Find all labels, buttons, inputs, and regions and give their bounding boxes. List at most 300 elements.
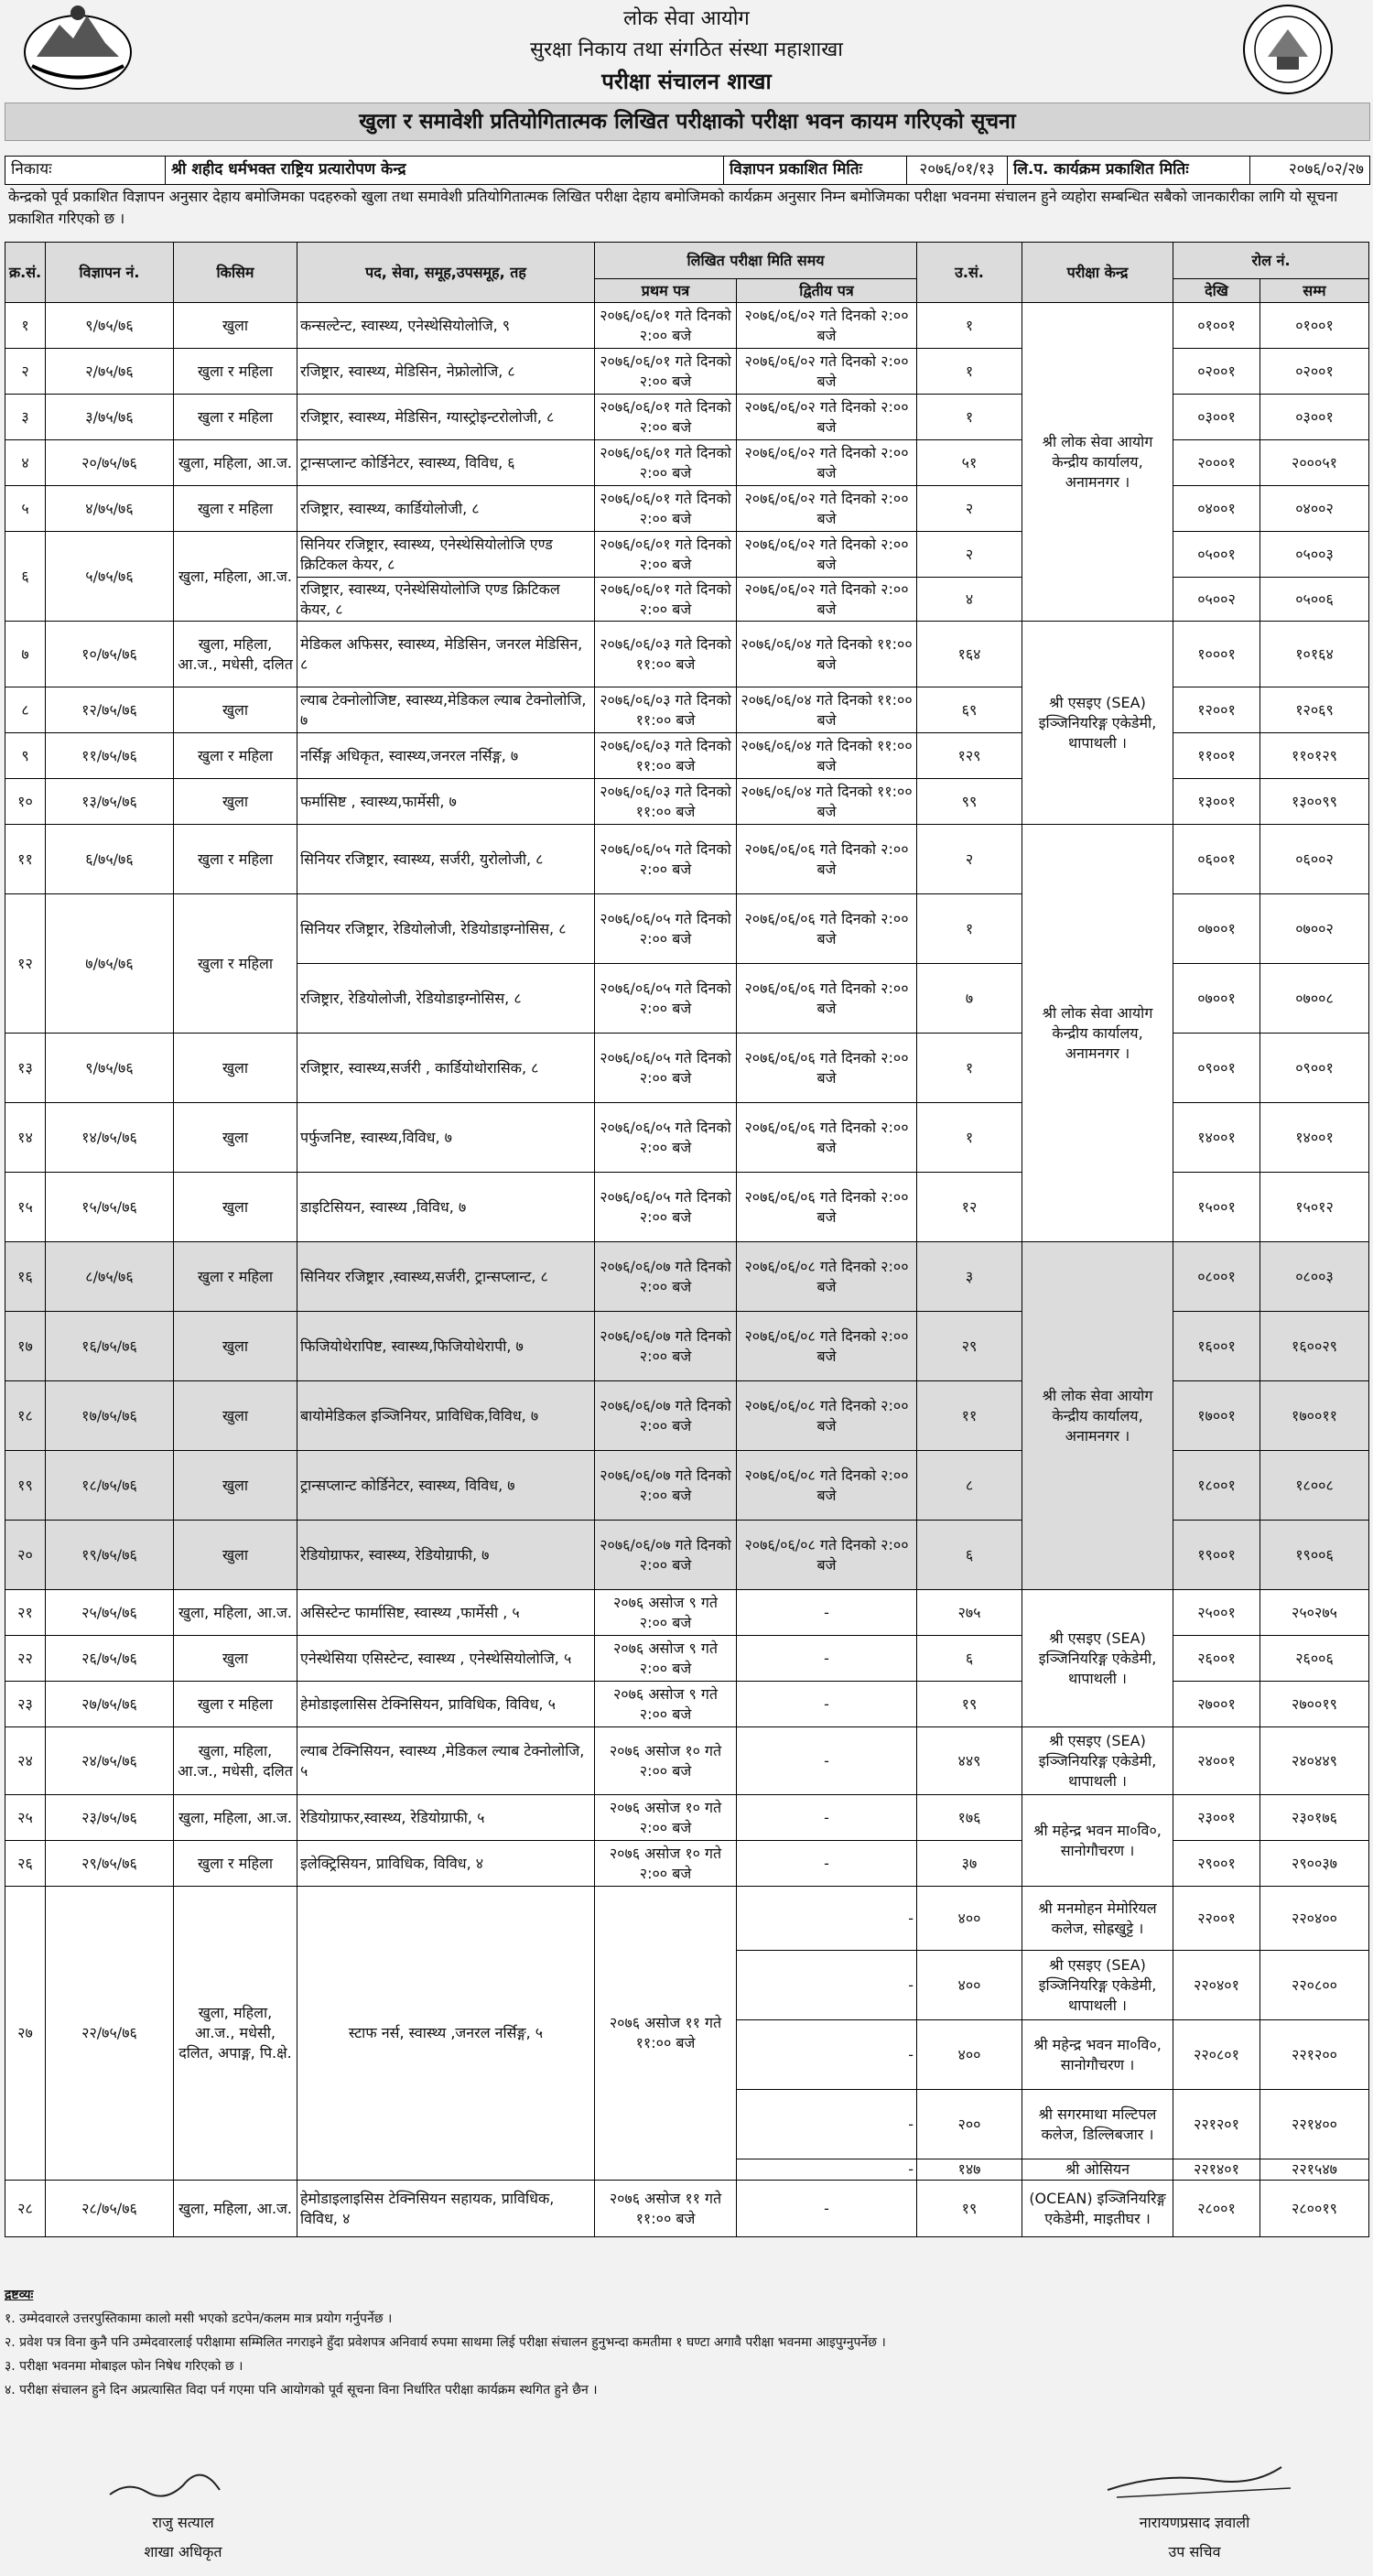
cell-paper2: २०७६/०६/०४ गते दिनको ११:०० बजे [737, 779, 917, 825]
cell-post: डाइटिसियन, स्वास्थ्य ,विविध, ७ [297, 1173, 595, 1242]
signature-scribble-left [92, 2453, 275, 2508]
cell-sn: ३ [5, 395, 46, 440]
cell-type: खुला र महिला [174, 486, 297, 532]
cell-count: १ [917, 1034, 1022, 1103]
cell-post: सिनियर रजिष्ट्रार, स्वास्थ्य, सर्जरी, युरोलोजी, ८ [297, 825, 595, 894]
cell-roll-from: १५००१ [1173, 1173, 1260, 1242]
cell-roll-to: २२०८०० [1260, 1951, 1369, 2020]
cell-count: १४७ [917, 2159, 1022, 2181]
note-1: १. उम्मेदवारले उत्तरपुस्तिकामा कालो मसी भएको डटपेन/कलम मात्र प्रयोग गर्नुपर्नेछ । [5, 2311, 393, 2326]
cell-count: ६ [917, 1636, 1022, 1682]
cell-centre: श्री महेन्द्र भवन मा०वि०, सानोगौचरण । [1022, 2020, 1173, 2090]
cell-post: इलेक्ट्रिसियन, प्राविधिक, विविध, ४ [297, 1841, 595, 1887]
cell-roll-to: १६००२९ [1260, 1312, 1369, 1381]
cell-count: ४०० [917, 1887, 1022, 1951]
adv-date-value: २०७६/०१/१३ [907, 157, 1008, 184]
cell-roll-from: २२१४०१ [1173, 2159, 1260, 2181]
cell-type: खुला [174, 1103, 297, 1173]
cell-roll-from: २७००१ [1173, 1682, 1260, 1727]
cell-paper1: २०७६/०६/०३ गते दिनको ११:०० बजे [595, 687, 737, 733]
cell-paper2: २०७६/०६/०८ गते दिनको २:०० बजे [737, 1381, 917, 1451]
signature-right [1080, 2453, 1309, 2561]
intro-paragraph: केन्द्रको पूर्व प्रकाशित विज्ञापन अनुसार देहाय बमोजिमका पदहरुको खुला तथा समावेशी प्रतियोगितात्मक लिखित परीक्षा देहाय बमोजिमको कार्यक्रम अनुसार निम्न बमोजिमका परीक्षा भवनमा संचालन हुने व्यहोरा सम्बन्धित सबैको जानकारीका लागि यो सूचना प्रकाशित गरिएको छ । [8, 188, 1338, 227]
cell-paper2: - [737, 1887, 917, 1951]
cell-adv: १०/७५/७६ [46, 622, 174, 687]
cell-type: खुला [174, 1521, 297, 1590]
cell-sn: १ [5, 303, 46, 349]
cell-roll-to: ०६००२ [1260, 825, 1369, 894]
signer-left-title: शाखा अधिकृत [144, 2543, 222, 2560]
exam-schedule-table [5, 242, 1369, 2237]
cell-paper2: २०७६/०६/०२ गते दिनको २:०० बजे [737, 395, 917, 440]
cell-paper1: २०७६ असोज ९ गते २:०० बजे [595, 1682, 737, 1727]
cell-count: ३७ [917, 1841, 1022, 1887]
col-paper1: प्रथम पत्र [595, 279, 737, 303]
cell-adv: १७/७५/७६ [46, 1381, 174, 1451]
cell-paper2: - [737, 1727, 917, 1795]
cell-roll-from: १८००१ [1173, 1451, 1260, 1521]
cell-roll-to: ०८००३ [1260, 1242, 1369, 1312]
cell-adv: १६/७५/७६ [46, 1312, 174, 1381]
cell-post: रेडियोग्राफर,स्वास्थ्य, रेडियोग्राफी, ५ [297, 1795, 595, 1841]
cell-sn: १३ [5, 1034, 46, 1103]
cell-roll-from: ०१००१ [1173, 303, 1260, 349]
table-row [5, 1727, 1369, 1795]
cell-paper2: २०७६/०६/०६ गते दिनको २:०० बजे [737, 825, 917, 894]
cell-paper1: २०७६ असोज १० गते २:०० बजे [595, 1795, 737, 1841]
cell-count: ४४९ [917, 1727, 1022, 1795]
cell-roll-to: ११०१२९ [1260, 733, 1369, 779]
cell-count: ५१ [917, 440, 1022, 486]
cell-type: खुला [174, 1034, 297, 1103]
cell-adv: २४/७५/७६ [46, 1727, 174, 1795]
cell-post: रजिष्ट्रार, रेडियोलोजी, रेडियोडाइग्नोसिस, ८ [297, 964, 595, 1034]
cell-post: सिनियर रजिष्ट्रार, स्वास्थ्य, एनेस्थेसियोलोजि एण्ड क्रिटिकल केयर, ८ [297, 532, 595, 578]
notes-heading: द्रष्टव्यः [5, 2288, 34, 2302]
cell-adv: २/७५/७६ [46, 349, 174, 395]
cell-roll-from: १७००१ [1173, 1381, 1260, 1451]
cell-sn: ६ [5, 532, 46, 622]
cell-sn: २२ [5, 1636, 46, 1682]
cell-paper2: - [737, 2159, 917, 2181]
cell-paper1: २०७६ असोज १० गते २:०० बजे [595, 1727, 737, 1795]
cell-roll-from: ०४००१ [1173, 486, 1260, 532]
table-row [5, 1242, 1369, 1312]
cell-count: ६ [917, 1521, 1022, 1590]
cell-roll-from: १२००१ [1173, 687, 1260, 733]
cell-count: ४०० [917, 1951, 1022, 2020]
cell-adv: १३/७५/७६ [46, 779, 174, 825]
cell-roll-to: २६००६ [1260, 1636, 1369, 1682]
cell-sn: २४ [5, 1727, 46, 1795]
table-row [5, 825, 1369, 894]
col-to: सम्म [1260, 279, 1369, 303]
cell-roll-to: २५०२७५ [1260, 1590, 1369, 1636]
cell-roll-from: २०००१ [1173, 440, 1260, 486]
cell-post: मेडिकल अफिसर, स्वास्थ्य, मेडिसिन, जनरल मेडिसिन, ८ [297, 622, 595, 687]
adv-date-label: विज्ञापन प्रकाशित मितिः [724, 157, 907, 184]
note-4: ४. परीक्षा संचालन हुने दिन अप्रत्यासित विदा पर्न गएमा पनि आयोगको पूर्व सूचना विना निर्धारित परीक्षा कार्यक्रम स्थगित हुने छैन । [5, 2383, 598, 2397]
cell-roll-to: ०५००६ [1260, 578, 1369, 622]
cell-adv: २५/७५/७६ [46, 1590, 174, 1636]
cell-type: खुला [174, 1173, 297, 1242]
cell-count: २ [917, 532, 1022, 578]
cell-count: १ [917, 1103, 1022, 1173]
cell-roll-to: ०५००३ [1260, 532, 1369, 578]
cell-roll-from: ०३००१ [1173, 395, 1260, 440]
cell-post: रजिष्ट्रार, स्वास्थ्य, मेडिसिन, नेफ्रोलोजि, ८ [297, 349, 595, 395]
cell-count: ७ [917, 964, 1022, 1034]
cell-paper1: २०७६/०६/०७ गते दिनको २:०० बजे [595, 1521, 737, 1590]
table-row [5, 303, 1369, 349]
org-label: निकायः [5, 157, 166, 184]
cell-type: खुला [174, 687, 297, 733]
cell-roll-to: १८००८ [1260, 1451, 1369, 1521]
cell-count: २७५ [917, 1590, 1022, 1636]
cell-type: खुला, महिला, आ.ज., मधेसी, दलित [174, 622, 297, 687]
cell-sn: ७ [5, 622, 46, 687]
cell-roll-to: २४०४४९ [1260, 1727, 1369, 1795]
cell-post: रेडियोग्राफर, स्वास्थ्य, रेडियोग्राफी, ७ [297, 1521, 595, 1590]
cell-roll-to: २९००३७ [1260, 1841, 1369, 1887]
cell-roll-from: ०६००१ [1173, 825, 1260, 894]
cell-roll-from: १०००१ [1173, 622, 1260, 687]
cell-post: कन्सल्टेन्ट, स्वास्थ्य, एनेस्थेसियोलोजि, ९ [297, 303, 595, 349]
cell-centre: श्री लोक सेवा आयोग केन्द्रीय कार्यालय, अनामनगर । [1022, 303, 1173, 622]
col-paper2: द्वितीय पत्र [737, 279, 917, 303]
cell-count: १ [917, 894, 1022, 964]
signature-scribble-right [1080, 2453, 1309, 2508]
cell-centre: श्री लोक सेवा आयोग केन्द्रीय कार्यालय, अनामनगर । [1022, 825, 1173, 1242]
cell-type: खुला [174, 1381, 297, 1451]
sched-date-value: २०७६/०२/२७ [1288, 160, 1364, 179]
cell-roll-from: १६००१ [1173, 1312, 1260, 1381]
cell-type: खुला र महिला [174, 1682, 297, 1727]
cell-paper2: २०७६/०६/०४ गते दिनको ११:०० बजे [737, 687, 917, 733]
cell-paper1: २०७६/०६/०७ गते दिनको २:०० बजे [595, 1242, 737, 1312]
cell-paper1: २०७६/०६/०१ गते दिनको २:०० बजे [595, 486, 737, 532]
cell-paper2: - [737, 2020, 917, 2090]
cell-type: खुला [174, 1636, 297, 1682]
psc-seal-icon [1240, 2, 1336, 98]
cell-roll-from: २२०४०१ [1173, 1951, 1260, 2020]
cell-roll-from: ०२००१ [1173, 349, 1260, 395]
cell-roll-to: १४००१ [1260, 1103, 1369, 1173]
cell-sn: १४ [5, 1103, 46, 1173]
cell-adv: ९/७५/७६ [46, 303, 174, 349]
cell-paper1: २०७६/०६/०५ गते दिनको २:०० बजे [595, 1034, 737, 1103]
cell-paper2: २०७६/०६/०२ गते दिनको २:०० बजे [737, 349, 917, 395]
cell-paper2: - [737, 1636, 917, 1682]
cell-roll-to: ०३००१ [1260, 395, 1369, 440]
cell-paper2: - [737, 1841, 917, 1887]
cell-sn: १९ [5, 1451, 46, 1521]
cell-type: खुला, महिला, आ.ज. [174, 532, 297, 622]
cell-centre: श्री एसइए (SEA) इञ्जिनियरिङ्ग एकेडेमी, थापाथली । [1022, 622, 1173, 825]
cell-roll-to: १२०६९ [1260, 687, 1369, 733]
cell-type: खुला [174, 303, 297, 349]
cell-post: रजिष्ट्रार, स्वास्थ्य, कार्डियोलोजी, ८ [297, 486, 595, 532]
cell-paper1: २०७६/०६/०१ गते दिनको २:०० बजे [595, 349, 737, 395]
cell-sn: २७ [5, 1887, 46, 2181]
cell-roll-from: १३००१ [1173, 779, 1260, 825]
cell-paper1: २०७६/०६/०५ गते दिनको २:०० बजे [595, 1103, 737, 1173]
col-type: किसिम [174, 243, 297, 303]
cell-type: खुला [174, 779, 297, 825]
cell-post: रजिष्ट्रार, स्वास्थ्य, एनेस्थेसियोलोजि एण्ड क्रिटिकल केयर, ८ [297, 578, 595, 622]
cell-count: २९ [917, 1312, 1022, 1381]
cell-roll-to: २७००१९ [1260, 1682, 1369, 1727]
cell-adv: २२/७५/७६ [46, 1887, 174, 2181]
cell-roll-to: ०७००८ [1260, 964, 1369, 1034]
cell-sn: १८ [5, 1381, 46, 1451]
cell-post: पर्फुजनिष्ट, स्वास्थ्य,विविध, ७ [297, 1103, 595, 1173]
cell-sn: ५ [5, 486, 46, 532]
cell-adv: ६/७५/७६ [46, 825, 174, 894]
cell-paper1: २०७६/०६/०७ गते दिनको २:०० बजे [595, 1312, 737, 1381]
cell-paper1: २०७६/०६/०५ गते दिनको २:०० बजे [595, 825, 737, 894]
cell-sn: १६ [5, 1242, 46, 1312]
cell-roll-from: २२१२०१ [1173, 2090, 1260, 2159]
cell-roll-to: २२१५४७ [1260, 2159, 1369, 2181]
cell-count: ९९ [917, 779, 1022, 825]
cell-centre: श्री महेन्द्र भवन मा०वि०, सानोगौचरण । [1022, 1795, 1173, 1887]
cell-post: रजिष्ट्रार, स्वास्थ्य, मेडिसिन, ग्यास्ट्रोइन्टरोलोजी, ८ [297, 395, 595, 440]
cell-adv: ४/७५/७६ [46, 486, 174, 532]
cell-paper1: २०७६/०६/०७ गते दिनको २:०० बजे [595, 1451, 737, 1521]
org-value: श्री शहीद धर्मभक्त राष्ट्रिय प्रत्यारोपण केन्द्र [166, 157, 724, 184]
cell-roll-to: १७००११ [1260, 1381, 1369, 1451]
sched-date-label: लि.प. कार्यक्रम प्रकाशित मितिः [1008, 157, 1250, 184]
cell-roll-to: ०१००१ [1260, 303, 1369, 349]
cell-paper1: २०७६/०६/०३ गते दिनको ११:०० बजे [595, 733, 737, 779]
cell-type: खुला [174, 1451, 297, 1521]
cell-roll-from: ११००१ [1173, 733, 1260, 779]
cell-sn: ८ [5, 687, 46, 733]
cell-paper2: २०७६/०६/०२ गते दिनको २:०० बजे [737, 578, 917, 622]
cell-post: ल्याब टेक्निसियन, स्वास्थ्य ,मेडिकल ल्याब टेक्नोलोजि, ५ [297, 1727, 595, 1795]
cell-sn: १७ [5, 1312, 46, 1381]
cell-roll-to: ०७००२ [1260, 894, 1369, 964]
cell-paper1: २०७६/०६/०५ गते दिनको २:०० बजे [595, 964, 737, 1034]
cell-roll-to: ०४००२ [1260, 486, 1369, 532]
cell-paper1: २०७६/०६/०१ गते दिनको २:०० बजे [595, 532, 737, 578]
cell-paper1: २०७६/०६/०३ गते दिनको ११:०० बजे [595, 779, 737, 825]
cell-roll-from: २६००१ [1173, 1636, 1260, 1682]
cell-centre: श्री सगरमाथा मल्टिपल कलेज, डिल्लिबजार । [1022, 2090, 1173, 2159]
cell-count: ४०० [917, 2020, 1022, 2090]
cell-sn: २० [5, 1521, 46, 1590]
cell-post: ल्याब टेक्नोलोजिष्ट, स्वास्थ्य,मेडिकल ल्याब टेक्नोलोजि, ७ [297, 687, 595, 733]
cell-sn: १० [5, 779, 46, 825]
cell-adv: ११/७५/७६ [46, 733, 174, 779]
cell-count: १२९ [917, 733, 1022, 779]
notice-title: खुला र समावेशी प्रतियोगितात्मक लिखित परीक्षाको परीक्षा भवन कायम गरिएको सूचना [5, 103, 1370, 141]
cell-sn: ९ [5, 733, 46, 779]
cell-count: २ [917, 825, 1022, 894]
cell-count: ६९ [917, 687, 1022, 733]
cell-roll-from: ०७००१ [1173, 964, 1260, 1034]
cell-type: खुला र महिला [174, 395, 297, 440]
cell-paper2: २०७६/०६/०२ गते दिनको २:०० बजे [737, 303, 917, 349]
cell-type: खुला र महिला [174, 1242, 297, 1312]
signature-left [92, 2453, 275, 2561]
cell-roll-from: १९००१ [1173, 1521, 1260, 1590]
cell-type: खुला, महिला, आ.ज., मधेसी, दलित [174, 1727, 297, 1795]
cell-count: ११ [917, 1381, 1022, 1451]
cell-to: २८००१९ [1260, 2181, 1369, 2237]
cell-sn: ११ [5, 825, 46, 894]
cell-type: खुला र महिला [174, 349, 297, 395]
cell-paper1: २०७६/०६/०१ गते दिनको २:०० बजे [595, 440, 737, 486]
signer-left-name: राजु सत्याल [152, 2514, 214, 2531]
cell-centre: श्री एसइए (SEA) इञ्जिनियरिङ्ग एकेडेमी, थापाथली । [1022, 1727, 1173, 1795]
cell-paper2: २०७६/०६/०६ गते दिनको २:०० बजे [737, 894, 917, 964]
cell-paper2: - [737, 1795, 917, 1841]
cell-count: १७६ [917, 1795, 1022, 1841]
cell-count: २०० [917, 2090, 1022, 2159]
cell-centre: श्री एसइए (SEA) इञ्जिनियरिङ्ग एकेडेमी, थापाथली । [1022, 1590, 1173, 1727]
cell-roll-from: ०९००१ [1173, 1034, 1260, 1103]
cell-type: खुला र महिला [174, 733, 297, 779]
cell-paper1: २०७६ असोज ११ गते ११:०० बजे [595, 1887, 737, 2181]
cell-sn: २१ [5, 1590, 46, 1636]
col-post: पद, सेवा, समूह,उपसमूह, तह [297, 243, 595, 303]
cell-paper2: - [737, 1682, 917, 1727]
cell-adv: १२/७५/७६ [46, 687, 174, 733]
cell-post: असिस्टेन्ट फार्मासिष्ट, स्वास्थ्य ,फार्मेसी , ५ [297, 1590, 595, 1636]
cell-paper2: - [737, 2090, 917, 2159]
cell-count: ४ [917, 578, 1022, 622]
cell-type: खुला र महिला [174, 894, 297, 1034]
cell-adv: ५/७५/७६ [46, 532, 174, 622]
cell-adv: १५/७५/७६ [46, 1173, 174, 1242]
cell-roll-from: २३००१ [1173, 1795, 1260, 1841]
cell-roll-to: २३०१७६ [1260, 1795, 1369, 1841]
cell-roll-from: १४००१ [1173, 1103, 1260, 1173]
cell-paper2: २०७६/०६/०८ गते दिनको २:०० बजे [737, 1451, 917, 1521]
cell-paper2: २०७६/०६/०८ गते दिनको २:०० बजे [737, 1521, 917, 1590]
cell-post: फर्मासिष्ट , स्वास्थ्य,फार्मेसी, ७ [297, 779, 595, 825]
cell-p1: २०७६ असोज ११ गते ११:०० बजे [595, 2181, 737, 2237]
cell-paper2: २०७६/०६/०२ गते दिनको २:०० बजे [737, 532, 917, 578]
col-exam-date: लिखित परीक्षा मिति समय [595, 243, 917, 279]
cell-post: रजिष्ट्रार, स्वास्थ्य,सर्जरी , कार्डियोथोरासिक, ८ [297, 1034, 595, 1103]
cell-paper1: २०७६/०६/०३ गते दिनको ११:०० बजे [595, 622, 737, 687]
note-3: ३. परीक्षा भवनमा मोबाइल फोन निषेध गरिएको छ । [5, 2359, 243, 2374]
cell-roll-to: १३००९९ [1260, 779, 1369, 825]
cell-adv: ७/७५/७६ [46, 894, 174, 1034]
cell-from: २८००१ [1173, 2181, 1260, 2237]
cell-sn: २६ [5, 1841, 46, 1887]
cell-paper1: २०७६ असोज ९ गते २:०० बजे [595, 1590, 737, 1636]
cell-centre: (OCEAN) इञ्जिनियरिङ्ग एकेडेमी, माइतीघर । [1022, 2181, 1173, 2237]
cell-post: स्टाफ नर्स, स्वास्थ्य ,जनरल नर्सिङ्ग, ५ [297, 1887, 595, 2181]
cell-adv: ८/७५/७६ [46, 1242, 174, 1312]
note-2: २. प्रवेश पत्र विना कुनै पनि उम्मेदवारलाई परीक्षामा सम्मिलित नगराइने हुँदा प्रवेशपत्र अनिवार्य रुपमा साथमा लिई परीक्षा संचालन हुनुभन्दा कमतीमा १ घण्टा अगावै परीक्षा भवनमा आइपुग्नुपर्नेछ । [5, 2335, 886, 2350]
cell-count: २ [917, 486, 1022, 532]
meta-row [5, 156, 1370, 185]
cell-adv: ९/७५/७६ [46, 1034, 174, 1103]
cell-paper2: - [737, 1951, 917, 2020]
table-row [5, 1887, 1369, 1951]
cell-post: एनेस्थेसिया एसिस्टेन्ट, स्वास्थ्य , एनेस्थेसियोलोजि, ५ [297, 1636, 595, 1682]
cell-paper2: २०७६/०६/०२ गते दिनको २:०० बजे [737, 440, 917, 486]
signer-right-title: उप सचिव [1168, 2543, 1221, 2560]
cell-roll-from: २२०८०१ [1173, 2020, 1260, 2090]
cell-paper2: - [737, 1590, 917, 1636]
cell-roll-to: २२०४०० [1260, 1887, 1369, 1951]
cell-centre: श्री मनमोहन मेमोरियल कलेज, सोह्रखुट्टे । [1022, 1887, 1173, 1951]
cell-paper1: २०७६/०६/०५ गते दिनको २:०० बजे [595, 1173, 737, 1242]
cell-paper2: २०७६/०६/०८ गते दिनको २:०० बजे [737, 1242, 917, 1312]
cell-roll-from: ०८००१ [1173, 1242, 1260, 1312]
cell-adv: ३/७५/७६ [46, 395, 174, 440]
cell-paper2: २०७६/०६/०४ गते दिनको ११:०० बजे [737, 733, 917, 779]
cell-adv: २९/७५/७६ [46, 1841, 174, 1887]
cell-centre: श्री ओसियन [1022, 2159, 1173, 2181]
cell-count: १६४ [917, 622, 1022, 687]
cell-paper2: २०७६/०६/०२ गते दिनको २:०० बजे [737, 486, 917, 532]
cell-paper1: २०७६ असोज १० गते २:०० बजे [595, 1841, 737, 1887]
table-row [5, 2181, 1369, 2237]
cell-adv: १४/७५/७६ [46, 1103, 174, 1173]
notes-section [5, 2283, 1368, 2402]
cell-adv: १९/७५/७६ [46, 1521, 174, 1590]
cell-paper2: २०७६/०६/०६ गते दिनको २:०० बजे [737, 1103, 917, 1173]
table-row [5, 1590, 1369, 1636]
cell-sn: २८ [5, 2181, 46, 2237]
cell-roll-to: २२१२०० [1260, 2020, 1369, 2090]
cell-roll-to: १९००६ [1260, 1521, 1369, 1590]
cell-paper2: २०७६/०६/०६ गते दिनको २:०० बजे [737, 964, 917, 1034]
cell-p2: - [737, 2181, 917, 2237]
cell-count: ३ [917, 1242, 1022, 1312]
cell-sn: २३ [5, 1682, 46, 1727]
cell-type: खुला, महिला, आ.ज. [174, 2181, 297, 2237]
cell-roll-from: ०५००२ [1173, 578, 1260, 622]
cell-adv: २३/७५/७६ [46, 1795, 174, 1841]
cell-paper2: २०७६/०६/०८ गते दिनको २:०० बजे [737, 1312, 917, 1381]
cell-post: फिजियोथेरापिष्ट, स्वास्थ्य,फिजियोथेरापी, ७ [297, 1312, 595, 1381]
cell-adv: २८/७५/७६ [46, 2181, 174, 2237]
cell-roll-from: २२००१ [1173, 1887, 1260, 1951]
col-count: उ.सं. [917, 243, 1022, 303]
page-header [0, 0, 1373, 99]
cell-count: १२ [917, 1173, 1022, 1242]
cell-count: १ [917, 303, 1022, 349]
cell-post: ट्रान्सप्लान्ट कोर्डिनेटर, स्वास्थ्य, विविध, ७ [297, 1451, 595, 1521]
table-row [5, 622, 1369, 687]
cell-roll-to: १०१६४ [1260, 622, 1369, 687]
cell-paper2: २०७६/०६/०४ गते दिनको ११:०० बजे [737, 622, 917, 687]
header-line-3: परीक्षा संचालन शाखा [601, 69, 772, 94]
cell-sn: २ [5, 349, 46, 395]
cell-type: खुला, महिला, आ.ज. [174, 1590, 297, 1636]
cell-count: ८ [917, 1451, 1022, 1521]
col-adv: विज्ञापन नं. [46, 243, 174, 303]
cell-roll-from: २५००१ [1173, 1590, 1260, 1636]
cell-paper2: २०७६/०६/०६ गते दिनको २:०० बजे [737, 1034, 917, 1103]
cell-roll-from: ०७००१ [1173, 894, 1260, 964]
cell-post: सिनियर रजिष्ट्रार ,स्वास्थ्य,सर्जरी, ट्रान्सप्लान्ट, ८ [297, 1242, 595, 1312]
cell-roll-from: ०५००१ [1173, 532, 1260, 578]
cell-post: बायोमेडिकल इञ्जिनियर, प्राविधिक,विविध, ७ [297, 1381, 595, 1451]
cell-roll-to: ०९००१ [1260, 1034, 1369, 1103]
cell-centre: श्री एसइए (SEA) इञ्जिनियरिङ्ग एकेडेमी, थापाथली । [1022, 1951, 1173, 2020]
cell-roll-to: १५०१२ [1260, 1173, 1369, 1242]
cell-count: १ [917, 349, 1022, 395]
